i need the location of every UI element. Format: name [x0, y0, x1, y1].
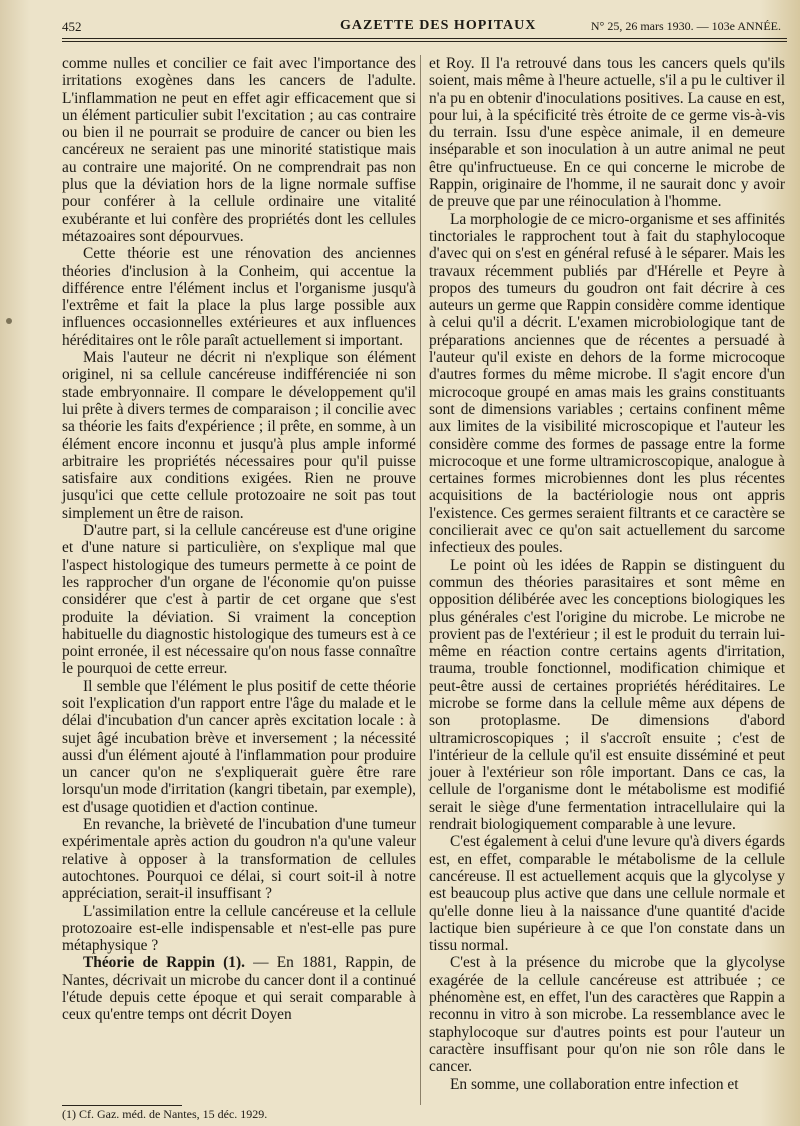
paragraph: C'est à la présence du microbe que la glycolyse exagérée de la cellule cancéreuse est attribuée ; ce phénomène est, en effet, l'un des caractères que Rappin a reconnu in vitro à son microbe. La ressemblance avec le staphylocoque sur d'autres points est pour l'auteur un caractère insuffisant pour qu'on nie son rôle dans le cancer.	[429, 954, 785, 1076]
paragraph: comme nulles et concilier ce fait avec l'importance des irritations exogènes dans les cancers de l'adulte. L'inflammation ne peut en effet agir efficacement que si un élément particulier subit l'excitation ; au cas contraire ou bien il ne pourrait se produire de cancer ou bien les cancéreux ne seraient pas une minorité statistique mais au contraire une majorité. On ne comprendrait pas non plus que la déviation hors de la ligne normale suffise pour conférer à la cellule ordinaire une vitalité exubérante et lui confère des propriétés dont les cellules métazoaires sont dépourvues.	[62, 55, 416, 245]
header-rule	[62, 38, 787, 39]
paragraph: C'est également à celui d'une levure qu'à divers égards est, en effet, comparable le métabolisme de la cellule cancéreuse. Il est actuellement acquis que la glycolyse y est beaucoup plus active que dans une cellule normale et qu'elle donne lieu à la naissance d'une quantité d'acide lactique bien supérieure à ce que l'on constate dans un tissu normal.	[429, 833, 785, 955]
page-number: 452	[62, 19, 82, 34]
header-rule-double	[62, 41, 787, 42]
footnote-rule	[62, 1105, 182, 1106]
journal-title: GAZETTE DES HOPITAUX	[340, 18, 537, 33]
paragraph: L'assimilation entre la cellule cancéreuse et la cellule protozoaire est-elle indispensable et n'est-elle pas pure métaphysique ?	[62, 902, 416, 955]
footnote: (1) Cf. Gaz. méd. de Nantes, 15 déc. 1929.	[62, 1107, 268, 1121]
section-paragraph	[62, 954, 416, 1023]
left-column	[62, 55, 416, 1024]
paragraph: Le point où les idées de Rappin se distinguent du commun des théories parasitaires et sont même en opposition délibérée avec les conceptions biologiques les plus générales c'est l'origine du microbe. Le microbe ne provient pas de l'extérieur ; il est le produit du terrain lui-même en réaction contre certains agents d'irritation, trauma, trouble fonctionnel, modification chimique et peut-être aussi de certaines propriétés héréditaires. Le microbe se forme dans la cellule même aux dépens de son protoplasme. De dimensions d'abord ultramicroscopiques ; il s'accroît ensuite ; c'est de l'intérieur de la cellule qu'il est ensuite disséminé et peut jouer à l'extérieur son rôle important. Dans ce cas, la cellule de l'organisme dont le métabolisme est modifié serait le siège d'une fermentation intracellulaire qui la rendrait biologiquement comparable à une levure.	[429, 556, 785, 834]
section-text: — En 1881, Rappin, de Nantes, décrivait un microbe du cancer dont il a continué l'étude depuis cette époque et qui serait comparable à ceux qu'entre temps ont décrit Doyen	[62, 954, 417, 1024]
paragraph: Cette théorie est une rénovation des anciennes théories d'inclusion à la Conheim, qui accentue la différence entre l'élément inclus et l'organisme jusqu'à l'extrême et fait la place la plus large possible aux influences occasionnelles extérieures et aux influences héréditaires ont le rôle paraît actuellement si important.	[62, 245, 416, 349]
paragraph: En revanche, la brièveté de l'incubation d'une tumeur expérimentale après action du goudron n'a qu'une valeur relative à opposer à la transformation de cellules autochtones. Pourquoi ce délai, si court soit-il à notre appréciation, serait-il insuffisant ?	[62, 816, 416, 903]
margin-mark	[6, 318, 12, 324]
section-heading: Théorie de Rappin (1).	[83, 954, 245, 972]
column-divider	[420, 55, 421, 1105]
paragraph: Mais l'auteur ne décrit ni n'explique son élément originel, ni sa cellule cancéreuse indifférenciée ni son stade embryonnaire. Il compare le développement qu'il lui prête à divers termes de comparaison ; il concilie avec sa théorie les faits d'expérience ; il prête, en somme, à un élément encore inconnu et jusqu'à plus ample informé arbitraire les propriétés nécessaires pour qu'il puisse satisfaire aux conditions exigées. Rien ne prouve jusqu'ici que cette cellule protozoaire ne soit pas tout simplement un être de raison.	[62, 349, 416, 522]
running-header	[62, 16, 787, 36]
paragraph: et Roy. Il l'a retrouvé dans tous les cancers quels qu'ils soient, mais même à l'heure actuelle, s'il a pu le cultiver il n'a pu en obtenir d'inoculations positives. La cause en est, pour lui, à la spécificité très étroite de ce germe vis-à-vis du terrain. Issu d'une espèce animale, il en demeure inséparable et son inoculation à un autre animal ne peut être qu'infructueuse. En ce qui concerne le microbe de Rappin, originaire de l'homme, il ne saurait donc y avoir de preuve que par une réinoculation à l'homme.	[429, 55, 785, 211]
paragraph: D'autre part, si la cellule cancéreuse est d'une origine et d'une nature si particulière, on s'explique mal que l'aspect histologique des tumeurs permette à ce point de les rapprocher d'un organe de l'économie qu'on puisse considérer que c'est à partir de cet organe que s'est produite la déviation. Si vraiment la conception habituelle du diagnostic histologique des tumeurs est à ce point erronée, il est nécessaire qu'on nous fasse connaître le pourquoi de cette erreur.	[62, 522, 416, 678]
paragraph: Il semble que l'élément le plus positif de cette théorie soit l'explication d'un rapport entre l'âge du malade et le délai d'incubation d'un cancer après excitation locale : à sujet âgé incubation brève et inversement ; la nécessité aussi d'un élément ajouté à l'inflammation pour produire un cancer qu'on ne s'expliquerait guère être rare lorsqu'un mode d'irritation (kangri tibetain, par exemple), est d'usage quotidien et d'action continue.	[62, 677, 416, 816]
right-column	[429, 55, 785, 1093]
issue-line: N° 25, 26 mars 1930. — 103e ANNÉE.	[590, 19, 781, 33]
paragraph: En somme, une collaboration entre infection et	[450, 1075, 739, 1093]
paragraph: La morphologie de ce micro-organisme et ses affinités tinctoriales le rapprochent tout à fait du staphylocoque d'avec qui on s'est en général refusé à le séparer. Mais les travaux récemment publiés par d'Hérelle et Peyre à propos des tumeurs du goudron ont fait décrire à ces auteurs un germe que Rappin considère comme identique à celui qu'il a décrit. L'examen microbiologique tant de préparations anciennes que de récentes a persuadé à l'auteur qu'il existe en dehors de la forme microcoque d'autres formes du même microbe. Il s'agit encore d'un microcoque groupé en amas mais les grains constituants sont de dimensions variables ; certains confinent même aux limites de la visibilité microscopique et l'auteur les considère comme des formes de passage entre la forme microcoque et une forme ultramicroscopique, analogue à certaines formes microbiennes dont les plus récentes acquisitions de la bactériologie nous ont appris l'existence. Ces germes seraient filtrants et ce caractère se concilierait avec ce qu'on sait actuellement du sarcome infectieux des poules.	[429, 210, 785, 557]
